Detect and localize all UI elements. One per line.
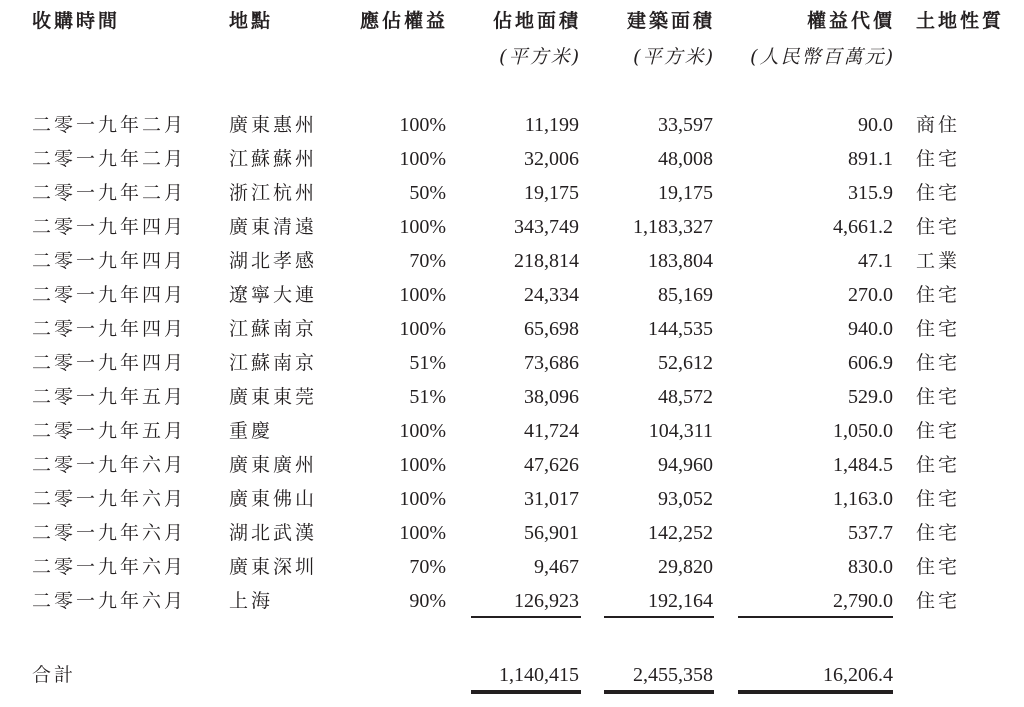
row-gfa: 93,052 bbox=[658, 488, 713, 510]
row-consideration: 4,661.2 bbox=[833, 216, 893, 238]
row-land-use: 住宅 bbox=[916, 352, 961, 374]
row-gfa: 192,164 bbox=[648, 590, 713, 612]
row-site-area: 9,467 bbox=[534, 556, 579, 578]
total-rule-site-area bbox=[471, 690, 581, 694]
row-location: 江蘇蘇州 bbox=[229, 148, 318, 170]
total-rule-gfa bbox=[604, 690, 714, 694]
row-land-use: 商住 bbox=[916, 114, 961, 136]
table-row bbox=[0, 110, 1024, 140]
row-consideration: 315.9 bbox=[848, 182, 893, 204]
row-interest: 100% bbox=[399, 284, 446, 306]
row-interest: 100% bbox=[399, 114, 446, 136]
row-land-use: 住宅 bbox=[916, 454, 961, 476]
row-site-area: 24,334 bbox=[524, 284, 579, 306]
row-interest: 100% bbox=[399, 216, 446, 238]
row-location: 遼寧大連 bbox=[229, 284, 318, 306]
row-location: 江蘇南京 bbox=[229, 318, 318, 340]
table-row bbox=[0, 450, 1024, 480]
row-land-use: 住宅 bbox=[916, 556, 961, 578]
row-site-area: 38,096 bbox=[524, 386, 579, 408]
header-land-use: 土地性質 bbox=[916, 10, 1005, 32]
table-row bbox=[0, 552, 1024, 582]
row-site-area: 56,901 bbox=[524, 522, 579, 544]
table-row bbox=[0, 212, 1024, 242]
row-date: 二零一九年六月 bbox=[32, 590, 187, 612]
row-land-use: 住宅 bbox=[916, 284, 961, 306]
row-land-use: 住宅 bbox=[916, 522, 961, 544]
row-interest: 90% bbox=[409, 590, 446, 612]
row-consideration: 537.7 bbox=[848, 522, 893, 544]
row-site-area: 41,724 bbox=[524, 420, 579, 442]
table-row bbox=[0, 382, 1024, 412]
header-interest: 應佔權益 bbox=[359, 10, 448, 32]
row-gfa: 183,804 bbox=[648, 250, 713, 272]
table-row bbox=[0, 484, 1024, 514]
row-land-use: 住宅 bbox=[916, 148, 961, 170]
row-interest: 100% bbox=[399, 522, 446, 544]
total-consideration: 16,206.4 bbox=[823, 664, 893, 686]
row-consideration: 90.0 bbox=[858, 114, 893, 136]
row-consideration: 1,050.0 bbox=[833, 420, 893, 442]
row-location: 重慶 bbox=[229, 420, 274, 442]
row-consideration: 47.1 bbox=[858, 250, 893, 272]
row-location: 湖北武漢 bbox=[229, 522, 318, 544]
row-consideration: 1,484.5 bbox=[833, 454, 893, 476]
row-consideration: 1,163.0 bbox=[833, 488, 893, 510]
row-interest: 100% bbox=[399, 148, 446, 170]
row-consideration: 606.9 bbox=[848, 352, 893, 374]
row-interest: 100% bbox=[399, 488, 446, 510]
row-interest: 70% bbox=[409, 250, 446, 272]
row-interest: 100% bbox=[399, 454, 446, 476]
row-gfa: 29,820 bbox=[658, 556, 713, 578]
row-gfa: 48,572 bbox=[658, 386, 713, 408]
row-interest: 100% bbox=[399, 420, 446, 442]
row-land-use: 住宅 bbox=[916, 488, 961, 510]
header-site-area-unit: (平方米) bbox=[499, 46, 581, 68]
row-consideration: 529.0 bbox=[848, 386, 893, 408]
row-land-use: 工業 bbox=[916, 250, 961, 272]
row-interest: 51% bbox=[409, 352, 446, 374]
row-date: 二零一九年五月 bbox=[32, 386, 187, 408]
row-site-area: 218,814 bbox=[514, 250, 579, 272]
header-consideration: 權益代價 bbox=[806, 10, 895, 32]
row-gfa: 144,535 bbox=[648, 318, 713, 340]
row-gfa: 19,175 bbox=[658, 182, 713, 204]
row-land-use: 住宅 bbox=[916, 216, 961, 238]
row-land-use: 住宅 bbox=[916, 386, 961, 408]
row-consideration: 830.0 bbox=[848, 556, 893, 578]
total-site-area: 1,140,415 bbox=[499, 664, 579, 686]
row-gfa: 33,597 bbox=[658, 114, 713, 136]
subtotal-rule-gfa bbox=[604, 616, 714, 618]
row-consideration: 891.1 bbox=[848, 148, 893, 170]
row-interest: 50% bbox=[409, 182, 446, 204]
header-site-area: 佔地面積 bbox=[492, 10, 581, 32]
header-gfa: 建築面積 bbox=[626, 10, 715, 32]
row-site-area: 32,006 bbox=[524, 148, 579, 170]
row-site-area: 73,686 bbox=[524, 352, 579, 374]
table-row bbox=[0, 586, 1024, 616]
total-gfa: 2,455,358 bbox=[633, 664, 713, 686]
row-date: 二零一九年四月 bbox=[32, 250, 187, 272]
row-location: 廣東清遠 bbox=[229, 216, 318, 238]
total-rule-consideration bbox=[738, 690, 893, 694]
row-location: 廣東佛山 bbox=[229, 488, 318, 510]
row-consideration: 940.0 bbox=[848, 318, 893, 340]
row-consideration: 2,790.0 bbox=[833, 590, 893, 612]
row-date: 二零一九年六月 bbox=[32, 454, 187, 476]
row-date: 二零一九年六月 bbox=[32, 488, 187, 510]
row-land-use: 住宅 bbox=[916, 182, 961, 204]
table-row bbox=[0, 518, 1024, 548]
header-date: 收購時間 bbox=[32, 10, 121, 32]
table-row bbox=[0, 416, 1024, 446]
row-date: 二零一九年四月 bbox=[32, 284, 187, 306]
table-row bbox=[0, 280, 1024, 310]
table-row bbox=[0, 314, 1024, 344]
table-row bbox=[0, 178, 1024, 208]
row-date: 二零一九年四月 bbox=[32, 352, 187, 374]
header-gfa-unit: (平方米) bbox=[633, 46, 715, 68]
row-site-area: 11,199 bbox=[524, 114, 579, 136]
row-gfa: 1,183,327 bbox=[633, 216, 713, 238]
row-date: 二零一九年二月 bbox=[32, 182, 187, 204]
table-row bbox=[0, 246, 1024, 276]
row-location: 廣東惠州 bbox=[229, 114, 318, 136]
row-consideration: 270.0 bbox=[848, 284, 893, 306]
row-land-use: 住宅 bbox=[916, 420, 961, 442]
row-location: 江蘇南京 bbox=[229, 352, 318, 374]
row-gfa: 48,008 bbox=[658, 148, 713, 170]
row-site-area: 343,749 bbox=[514, 216, 579, 238]
row-land-use: 住宅 bbox=[916, 318, 961, 340]
subtotal-rule-site-area bbox=[471, 616, 581, 618]
row-location: 廣東深圳 bbox=[229, 556, 318, 578]
row-interest: 70% bbox=[409, 556, 446, 578]
row-gfa: 104,311 bbox=[648, 420, 713, 442]
row-gfa: 142,252 bbox=[648, 522, 713, 544]
row-site-area: 31,017 bbox=[524, 488, 579, 510]
row-gfa: 52,612 bbox=[658, 352, 713, 374]
total-label: 合計 bbox=[32, 664, 77, 686]
row-site-area: 47,626 bbox=[524, 454, 579, 476]
row-site-area: 65,698 bbox=[524, 318, 579, 340]
total-row bbox=[0, 660, 1024, 690]
header-consideration-unit: (人民幣百萬元) bbox=[750, 46, 895, 68]
table-row bbox=[0, 348, 1024, 378]
row-gfa: 85,169 bbox=[658, 284, 713, 306]
row-location: 廣東東莞 bbox=[229, 386, 318, 408]
row-date: 二零一九年四月 bbox=[32, 318, 187, 340]
table-row bbox=[0, 144, 1024, 174]
row-date: 二零一九年二月 bbox=[32, 114, 187, 136]
row-date: 二零一九年六月 bbox=[32, 522, 187, 544]
row-site-area: 19,175 bbox=[524, 182, 579, 204]
row-location: 廣東廣州 bbox=[229, 454, 318, 476]
row-location: 浙江杭州 bbox=[229, 182, 318, 204]
row-gfa: 94,960 bbox=[658, 454, 713, 476]
row-date: 二零一九年二月 bbox=[32, 148, 187, 170]
header-location: 地點 bbox=[229, 10, 274, 32]
row-land-use: 住宅 bbox=[916, 590, 961, 612]
row-date: 二零一九年四月 bbox=[32, 216, 187, 238]
row-date: 二零一九年五月 bbox=[32, 420, 187, 442]
row-date: 二零一九年六月 bbox=[32, 556, 187, 578]
row-location: 上海 bbox=[229, 590, 274, 612]
row-interest: 100% bbox=[399, 318, 446, 340]
row-interest: 51% bbox=[409, 386, 446, 408]
row-site-area: 126,923 bbox=[514, 590, 579, 612]
row-location: 湖北孝感 bbox=[229, 250, 318, 272]
subtotal-rule-consideration bbox=[738, 616, 893, 618]
